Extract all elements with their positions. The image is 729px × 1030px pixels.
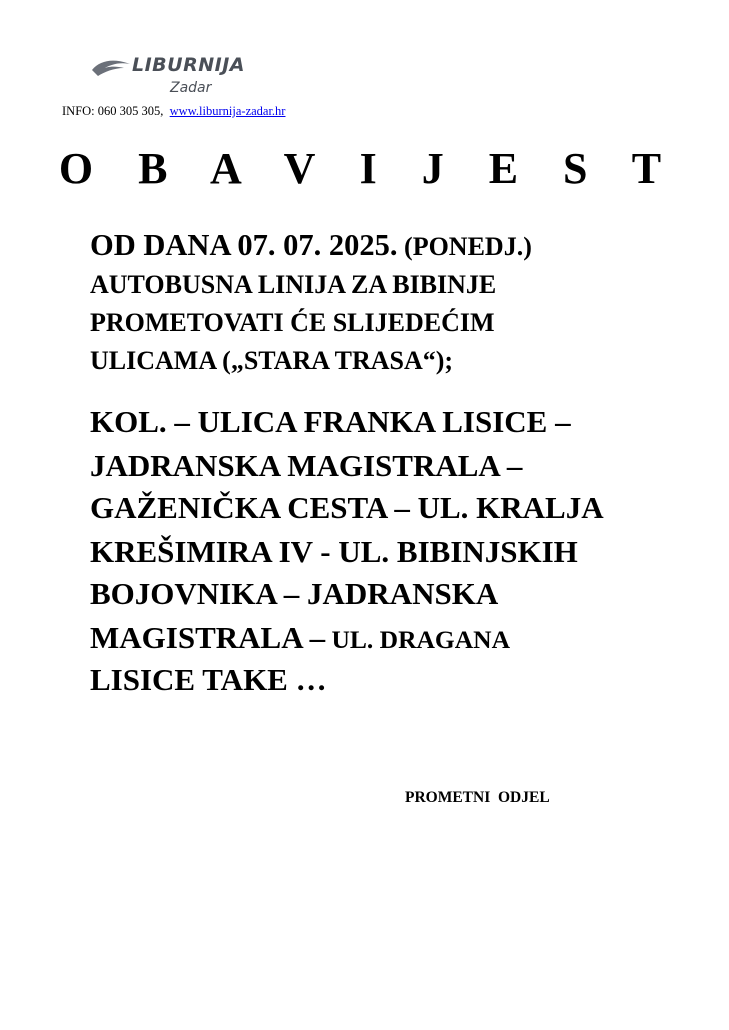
route-line: GAŽENIČKA CESTA – UL. KRALJA [90,490,604,525]
intro-line: ULICAMA („STARA TRASA“); [90,346,454,375]
dolphin-wave-icon [90,56,134,78]
route-line: LISICE TAKE … [90,662,327,697]
date-line-day: (PONEDJ.) [397,232,532,261]
route-line: JADRANSKA MAGISTRALA – [90,448,523,483]
route-line [90,620,510,656]
department-signature: PROMETNI ODJEL [405,789,550,806]
intro-line: AUTOBUSNA LINIJA ZA BIBINJE [90,270,497,299]
website-link[interactable]: www.liburnija-zadar.hr [169,104,286,118]
date-line-main: OD DANA 07. 07. 2025. [90,228,398,262]
notice-title: O B A V I J E S T [58,144,679,193]
brand-city: Zadar [170,80,212,96]
info-phone: INFO: 060 305 305, [62,104,164,118]
brand-name: LIBURNIJA [132,54,245,76]
date-line [90,228,532,263]
route-line-small: UL. DRAGANA [325,625,510,654]
liburnija-logo [90,52,260,104]
route-line: KOL. – ULICA FRANKA LISICE – [90,404,571,439]
intro-line: PROMETOVATI ĆE SLIJEDEĆIM [90,308,495,337]
route-line-main: MAGISTRALA – [90,620,326,655]
contact-info [62,104,285,119]
route-line: BOJOVNIKA – JADRANSKA [90,576,499,611]
route-line: KREŠIMIRA IV - UL. BIBINJSKIH [90,534,578,569]
